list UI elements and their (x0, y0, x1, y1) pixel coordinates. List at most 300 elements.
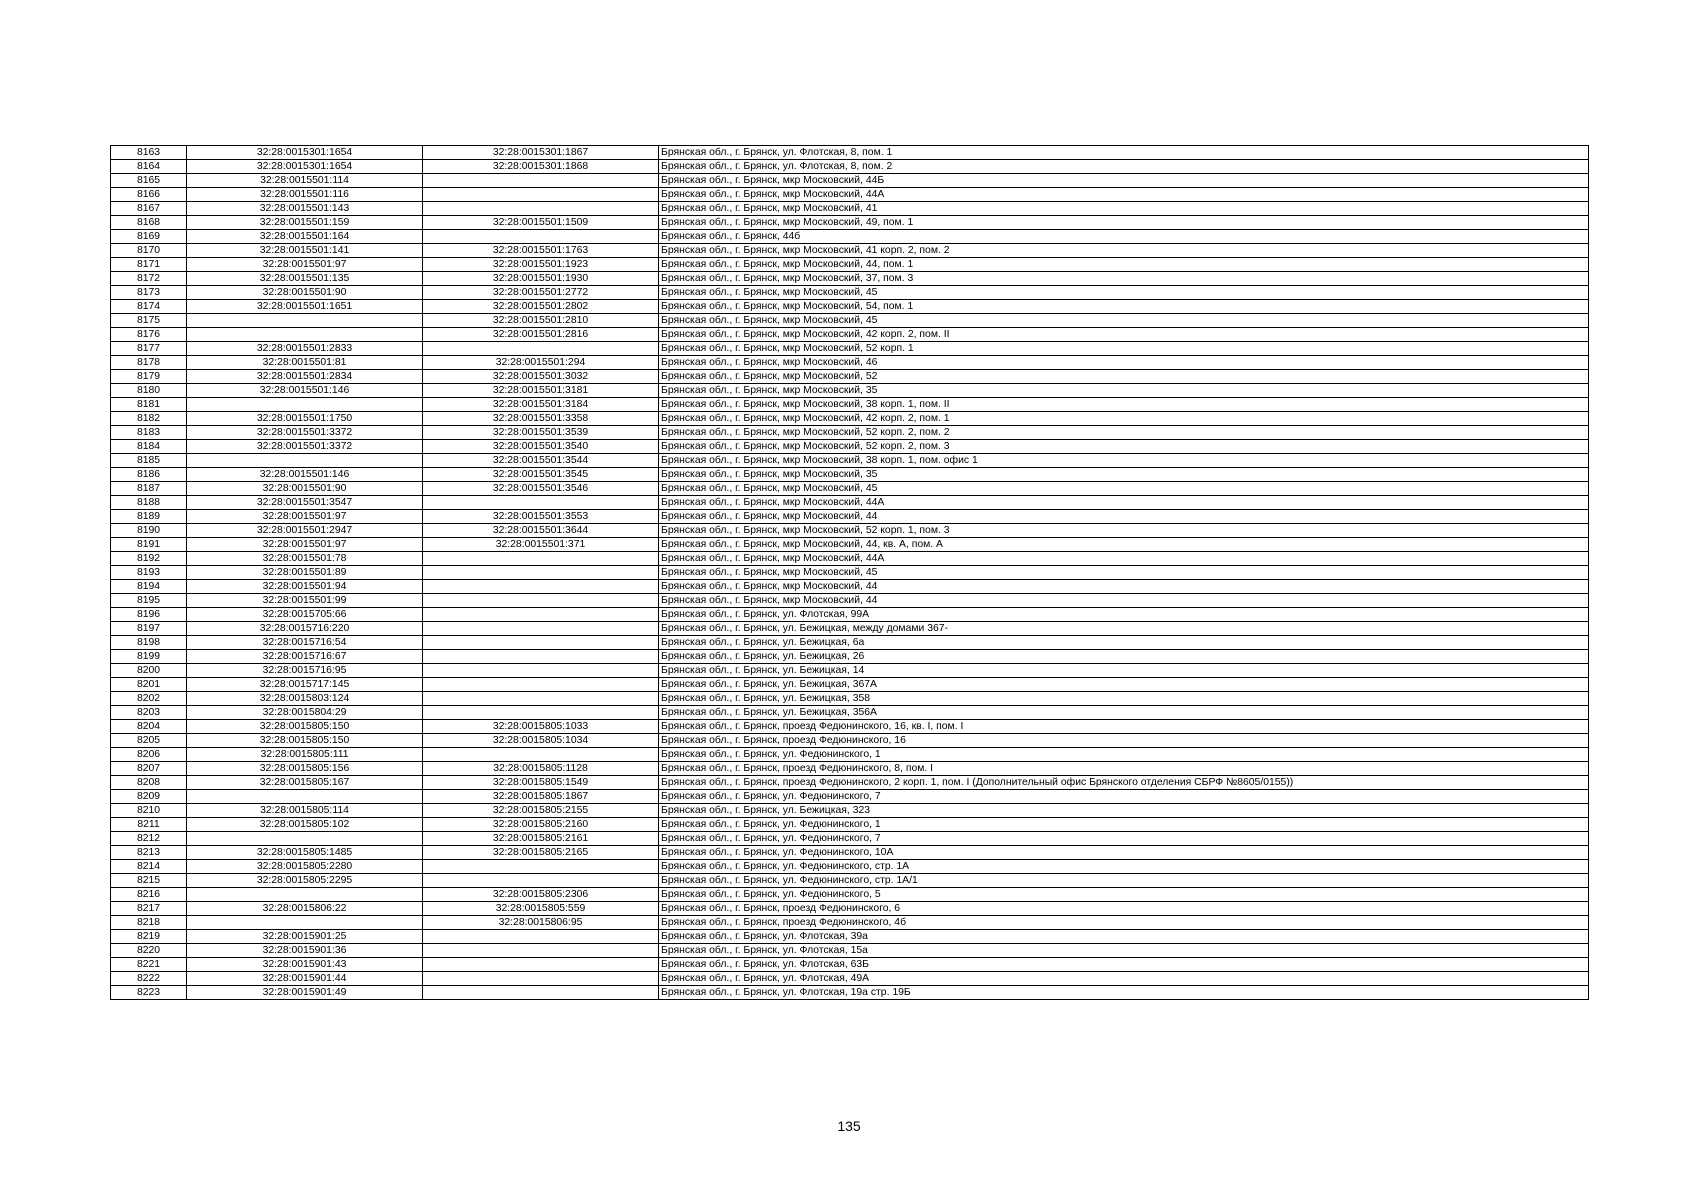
row-number-cell: 8173 (111, 286, 187, 300)
address-cell: Брянская обл., г. Брянск, ул. Федюнинского, 1 (659, 748, 1589, 762)
object-cadastral-number-cell: 32:28:0015805:2165 (423, 846, 659, 860)
row-number-cell: 8197 (111, 622, 187, 636)
object-cadastral-number-cell: 32:28:0015501:3644 (423, 524, 659, 538)
address-cell: Брянская обл., г. Брянск, мкр Московский, 52 (659, 370, 1589, 384)
object-cadastral-number-cell: 32:28:0015501:2816 (423, 328, 659, 342)
land-cadastral-number-cell: 32:28:0015501:97 (187, 538, 423, 552)
address-cell: Брянская обл., г. Брянск, мкр Московский, 45 (659, 286, 1589, 300)
row-number-cell: 8182 (111, 412, 187, 426)
address-cell: Брянская обл., г. Брянск, ул. Федюнинского, 7 (659, 790, 1589, 804)
land-cadastral-number-cell (187, 832, 423, 846)
object-cadastral-number-cell (423, 930, 659, 944)
object-cadastral-number-cell (423, 342, 659, 356)
land-cadastral-number-cell: 32:28:0015716:67 (187, 650, 423, 664)
object-cadastral-number-cell: 32:28:0015501:3181 (423, 384, 659, 398)
object-cadastral-number-cell (423, 860, 659, 874)
object-cadastral-number-cell (423, 650, 659, 664)
land-cadastral-number-cell: 32:28:0015501:1750 (187, 412, 423, 426)
object-cadastral-number-cell: 32:28:0015501:3032 (423, 370, 659, 384)
object-cadastral-number-cell (423, 748, 659, 762)
object-cadastral-number-cell: 32:28:0015501:294 (423, 356, 659, 370)
address-cell: Брянская обл., г. Брянск, ул. Бежицкая, 6а (659, 636, 1589, 650)
address-cell: Брянская обл., г. Брянск, мкр Московский, 41 корп. 2, пом. 2 (659, 244, 1589, 258)
table-row (111, 678, 1589, 692)
row-number-cell: 8202 (111, 692, 187, 706)
address-cell: Брянская обл., г. Брянск, мкр Московский, 38 корп. 1, пом. офис 1 (659, 454, 1589, 468)
land-cadastral-number-cell: 32:28:0015716:95 (187, 664, 423, 678)
address-cell: Брянская обл., г. Брянск, мкр Московский, 44 (659, 510, 1589, 524)
table-body (111, 146, 1589, 1000)
table-row (111, 272, 1589, 286)
row-number-cell: 8209 (111, 790, 187, 804)
land-cadastral-number-cell: 32:28:0015501:146 (187, 468, 423, 482)
table-row (111, 748, 1589, 762)
object-cadastral-number-cell: 32:28:0015301:1867 (423, 146, 659, 160)
row-number-cell: 8187 (111, 482, 187, 496)
land-cadastral-number-cell: 32:28:0015501:3372 (187, 440, 423, 454)
address-cell: Брянская обл., г. Брянск, ул. Федюнинского, стр. 1А (659, 860, 1589, 874)
row-number-cell: 8223 (111, 986, 187, 1000)
address-cell: Брянская обл., г. Брянск, мкр Московский, 52 корп. 2, пом. 3 (659, 440, 1589, 454)
object-cadastral-number-cell: 32:28:0015805:1034 (423, 734, 659, 748)
object-cadastral-number-cell (423, 230, 659, 244)
object-cadastral-number-cell (423, 188, 659, 202)
address-cell: Брянская обл., г. Брянск, мкр Московский, 37, пом. 3 (659, 272, 1589, 286)
land-cadastral-number-cell: 32:28:0015501:143 (187, 202, 423, 216)
land-cadastral-number-cell: 32:28:0015501:2834 (187, 370, 423, 384)
land-cadastral-number-cell: 32:28:0015805:2295 (187, 874, 423, 888)
table-row (111, 594, 1589, 608)
land-cadastral-number-cell: 32:28:0015805:156 (187, 762, 423, 776)
address-cell: Брянская обл., г. Брянск, ул. Бежицкая, 367А (659, 678, 1589, 692)
land-cadastral-number-cell: 32:28:0015901:25 (187, 930, 423, 944)
object-cadastral-number-cell: 32:28:0015501:3184 (423, 398, 659, 412)
table-row (111, 566, 1589, 580)
object-cadastral-number-cell (423, 202, 659, 216)
object-cadastral-number-cell: 32:28:0015805:1549 (423, 776, 659, 790)
row-number-cell: 8175 (111, 314, 187, 328)
address-cell: Брянская обл., г. Брянск, мкр Московский, 44 (659, 594, 1589, 608)
address-cell: Брянская обл., г. Брянск, проезд Федюнинского, 6 (659, 902, 1589, 916)
table-row (111, 286, 1589, 300)
land-cadastral-number-cell (187, 328, 423, 342)
object-cadastral-number-cell (423, 594, 659, 608)
land-cadastral-number-cell (187, 314, 423, 328)
object-cadastral-number-cell (423, 496, 659, 510)
row-number-cell: 8196 (111, 608, 187, 622)
table-row (111, 832, 1589, 846)
row-number-cell: 8185 (111, 454, 187, 468)
address-cell: Брянская обл., г. Брянск, ул. Флотская, 8, пом. 1 (659, 146, 1589, 160)
row-number-cell: 8181 (111, 398, 187, 412)
table-row (111, 552, 1589, 566)
table-row (111, 706, 1589, 720)
table-row (111, 608, 1589, 622)
land-cadastral-number-cell: 32:28:0015804:29 (187, 706, 423, 720)
address-cell: Брянская обл., г. Брянск, ул. Флотская, 19а стр. 19Б (659, 986, 1589, 1000)
address-cell: Брянская обл., г. Брянск, мкр Московский, 42 корп. 2, пом. 1 (659, 412, 1589, 426)
address-cell: Брянская обл., г. Брянск, мкр Московский, 45 (659, 314, 1589, 328)
land-cadastral-number-cell: 32:28:0015805:2280 (187, 860, 423, 874)
object-cadastral-number-cell: 32:28:0015806:95 (423, 916, 659, 930)
land-cadastral-number-cell (187, 916, 423, 930)
table-row (111, 398, 1589, 412)
object-cadastral-number-cell (423, 678, 659, 692)
land-cadastral-number-cell: 32:28:0015501:159 (187, 216, 423, 230)
table-row (111, 440, 1589, 454)
row-number-cell: 8210 (111, 804, 187, 818)
object-cadastral-number-cell: 32:28:0015501:1509 (423, 216, 659, 230)
row-number-cell: 8219 (111, 930, 187, 944)
object-cadastral-number-cell: 32:28:0015501:3553 (423, 510, 659, 524)
object-cadastral-number-cell: 32:28:0015805:2161 (423, 832, 659, 846)
object-cadastral-number-cell (423, 958, 659, 972)
land-cadastral-number-cell: 32:28:0015501:2833 (187, 342, 423, 356)
land-cadastral-number-cell: 32:28:0015501:97 (187, 510, 423, 524)
object-cadastral-number-cell (423, 174, 659, 188)
row-number-cell: 8208 (111, 776, 187, 790)
table-row (111, 454, 1589, 468)
address-cell: Брянская обл., г. Брянск, ул. Флотская, 99А (659, 608, 1589, 622)
table-row (111, 356, 1589, 370)
table-row (111, 188, 1589, 202)
row-number-cell: 8217 (111, 902, 187, 916)
page-number: 135 (837, 1118, 861, 1134)
object-cadastral-number-cell: 32:28:0015501:2772 (423, 286, 659, 300)
table-row (111, 846, 1589, 860)
object-cadastral-number-cell: 32:28:0015805:2155 (423, 804, 659, 818)
land-cadastral-number-cell: 32:28:0015501:1651 (187, 300, 423, 314)
address-cell: Брянская обл., г. Брянск, проезд Федюнинского, 16, кв. I, пом. I (659, 720, 1589, 734)
table-row (111, 650, 1589, 664)
address-cell: Брянская обл., г. Брянск, ул. Федюнинского, стр. 1А/1 (659, 874, 1589, 888)
row-number-cell: 8189 (111, 510, 187, 524)
address-cell: Брянская обл., г. Брянск, мкр Московский, 44А (659, 496, 1589, 510)
table-row (111, 202, 1589, 216)
table-row (111, 328, 1589, 342)
land-cadastral-number-cell: 32:28:0015501:99 (187, 594, 423, 608)
land-cadastral-number-cell: 32:28:0015301:1654 (187, 146, 423, 160)
object-cadastral-number-cell: 32:28:0015805:2160 (423, 818, 659, 832)
table-row (111, 874, 1589, 888)
row-number-cell: 8177 (111, 342, 187, 356)
land-cadastral-number-cell: 32:28:0015501:94 (187, 580, 423, 594)
table-row (111, 580, 1589, 594)
address-cell: Брянская обл., г. Брянск, мкр Московский, 45 (659, 566, 1589, 580)
row-number-cell: 8203 (111, 706, 187, 720)
land-cadastral-number-cell: 32:28:0015805:1485 (187, 846, 423, 860)
table-row (111, 762, 1589, 776)
row-number-cell: 8163 (111, 146, 187, 160)
table-row (111, 916, 1589, 930)
table-row (111, 930, 1589, 944)
land-cadastral-number-cell (187, 398, 423, 412)
land-cadastral-number-cell: 32:28:0015803:124 (187, 692, 423, 706)
object-cadastral-number-cell (423, 874, 659, 888)
row-number-cell: 8174 (111, 300, 187, 314)
row-number-cell: 8214 (111, 860, 187, 874)
table-row (111, 244, 1589, 258)
land-cadastral-number-cell: 32:28:0015301:1654 (187, 160, 423, 174)
object-cadastral-number-cell (423, 706, 659, 720)
land-cadastral-number-cell: 32:28:0015501:78 (187, 552, 423, 566)
address-cell: Брянская обл., г. Брянск, мкр Московский, 35 (659, 384, 1589, 398)
table-row (111, 468, 1589, 482)
object-cadastral-number-cell: 32:28:0015805:1033 (423, 720, 659, 734)
object-cadastral-number-cell: 32:28:0015501:1930 (423, 272, 659, 286)
object-cadastral-number-cell (423, 986, 659, 1000)
address-cell: Брянская обл., г. Брянск, ул. Федюнинского, 10А (659, 846, 1589, 860)
table-row (111, 958, 1589, 972)
land-cadastral-number-cell: 32:28:0015805:150 (187, 734, 423, 748)
address-cell: Брянская обл., г. Брянск, ул. Федюнинского, 1 (659, 818, 1589, 832)
address-cell: Брянская обл., г. Брянск, мкр Московский, 49, пом. 1 (659, 216, 1589, 230)
object-cadastral-number-cell: 32:28:0015501:3546 (423, 482, 659, 496)
address-cell: Брянская обл., г. Брянск, ул. Федюнинского, 5 (659, 888, 1589, 902)
row-number-cell: 8188 (111, 496, 187, 510)
table-row (111, 664, 1589, 678)
land-cadastral-number-cell: 32:28:0015501:141 (187, 244, 423, 258)
address-cell: Брянская обл., г. Брянск, мкр Московский, 42 корп. 2, пом. II (659, 328, 1589, 342)
land-cadastral-number-cell: 32:28:0015901:44 (187, 972, 423, 986)
address-cell: Брянская обл., г. Брянск, ул. Бежицкая, между домами 367- (659, 622, 1589, 636)
table-row (111, 776, 1589, 790)
row-number-cell: 8204 (111, 720, 187, 734)
table-row (111, 986, 1589, 1000)
object-cadastral-number-cell: 32:28:0015805:2306 (423, 888, 659, 902)
table-row (111, 804, 1589, 818)
table-row (111, 510, 1589, 524)
object-cadastral-number-cell: 32:28:0015501:2802 (423, 300, 659, 314)
table-row (111, 342, 1589, 356)
object-cadastral-number-cell (423, 580, 659, 594)
land-cadastral-number-cell: 32:28:0015501:90 (187, 482, 423, 496)
row-number-cell: 8199 (111, 650, 187, 664)
table-row (111, 160, 1589, 174)
land-cadastral-number-cell: 32:28:0015717:145 (187, 678, 423, 692)
row-number-cell: 8221 (111, 958, 187, 972)
table-row (111, 538, 1589, 552)
address-cell: Брянская обл., г. Брянск, мкр Московский, 44Б (659, 174, 1589, 188)
address-cell: Брянская обл., г. Брянск, мкр Московский, 44А (659, 552, 1589, 566)
address-cell: Брянская обл., г. Брянск, проезд Федюнинского, 16 (659, 734, 1589, 748)
land-cadastral-number-cell: 32:28:0015901:49 (187, 986, 423, 1000)
address-cell: Брянская обл., г. Брянск, мкр Московский, 54, пом. 1 (659, 300, 1589, 314)
table-row (111, 174, 1589, 188)
row-number-cell: 8176 (111, 328, 187, 342)
land-cadastral-number-cell: 32:28:0015901:43 (187, 958, 423, 972)
address-cell: Брянская обл., г. Брянск, мкр Московский, 52 корп. 1, пом. 3 (659, 524, 1589, 538)
address-cell: Брянская обл., г. Брянск, мкр Московский, 38 корп. 1, пом. II (659, 398, 1589, 412)
row-number-cell: 8167 (111, 202, 187, 216)
row-number-cell: 8168 (111, 216, 187, 230)
row-number-cell: 8198 (111, 636, 187, 650)
row-number-cell: 8184 (111, 440, 187, 454)
row-number-cell: 8206 (111, 748, 187, 762)
table-row (111, 426, 1589, 440)
table-row (111, 902, 1589, 916)
land-cadastral-number-cell: 32:28:0015805:167 (187, 776, 423, 790)
address-cell: Брянская обл., г. Брянск, ул. Флотская, 39а (659, 930, 1589, 944)
land-cadastral-number-cell: 32:28:0015501:114 (187, 174, 423, 188)
address-cell: Брянская обл., г. Брянск, 44б (659, 230, 1589, 244)
row-number-cell: 8180 (111, 384, 187, 398)
land-cadastral-number-cell: 32:28:0015805:114 (187, 804, 423, 818)
table-row (111, 496, 1589, 510)
table-row (111, 482, 1589, 496)
table-row (111, 622, 1589, 636)
address-cell: Брянская обл., г. Брянск, ул. Бежицкая, 356А (659, 706, 1589, 720)
object-cadastral-number-cell: 32:28:0015501:3545 (423, 468, 659, 482)
land-cadastral-number-cell: 32:28:0015501:116 (187, 188, 423, 202)
address-cell: Брянская обл., г. Брянск, ул. Федюнинского, 7 (659, 832, 1589, 846)
table-row (111, 314, 1589, 328)
row-number-cell: 8190 (111, 524, 187, 538)
address-cell: Брянская обл., г. Брянск, мкр Московский, 52 корп. 2, пом. 2 (659, 426, 1589, 440)
object-cadastral-number-cell: 32:28:0015501:1763 (423, 244, 659, 258)
object-cadastral-number-cell (423, 972, 659, 986)
address-cell: Брянская обл., г. Брянск, мкр Московский, 44 (659, 580, 1589, 594)
row-number-cell: 8169 (111, 230, 187, 244)
land-cadastral-number-cell: 32:28:0015805:102 (187, 818, 423, 832)
object-cadastral-number-cell (423, 566, 659, 580)
address-cell: Брянская обл., г. Брянск, ул. Бежицкая, 26 (659, 650, 1589, 664)
address-cell: Брянская обл., г. Брянск, мкр Московский, 44, кв. А, пом. А (659, 538, 1589, 552)
object-cadastral-number-cell: 32:28:0015501:3544 (423, 454, 659, 468)
address-cell: Брянская обл., г. Брянск, мкр Московский, 44А (659, 188, 1589, 202)
table-row (111, 720, 1589, 734)
land-cadastral-number-cell: 32:28:0015501:146 (187, 384, 423, 398)
row-number-cell: 8207 (111, 762, 187, 776)
row-number-cell: 8195 (111, 594, 187, 608)
table-row (111, 258, 1589, 272)
address-cell: Брянская обл., г. Брянск, ул. Бежицкая, 358 (659, 692, 1589, 706)
land-cadastral-number-cell: 32:28:0015705:66 (187, 608, 423, 622)
row-number-cell: 8179 (111, 370, 187, 384)
row-number-cell: 8170 (111, 244, 187, 258)
land-cadastral-number-cell: 32:28:0015901:36 (187, 944, 423, 958)
object-cadastral-number-cell: 32:28:0015501:1923 (423, 258, 659, 272)
table-row (111, 230, 1589, 244)
row-number-cell: 8218 (111, 916, 187, 930)
row-number-cell: 8215 (111, 874, 187, 888)
row-number-cell: 8171 (111, 258, 187, 272)
table-row (111, 384, 1589, 398)
object-cadastral-number-cell: 32:28:0015301:1868 (423, 160, 659, 174)
land-cadastral-number-cell: 32:28:0015501:81 (187, 356, 423, 370)
address-cell: Брянская обл., г. Брянск, ул. Флотская, 63Б (659, 958, 1589, 972)
object-cadastral-number-cell (423, 552, 659, 566)
row-number-cell: 8172 (111, 272, 187, 286)
object-cadastral-number-cell (423, 692, 659, 706)
row-number-cell: 8193 (111, 566, 187, 580)
row-number-cell: 8220 (111, 944, 187, 958)
land-cadastral-number-cell: 32:28:0015501:3372 (187, 426, 423, 440)
row-number-cell: 8201 (111, 678, 187, 692)
object-cadastral-number-cell: 32:28:0015501:3539 (423, 426, 659, 440)
land-cadastral-number-cell: 32:28:0015806:22 (187, 902, 423, 916)
table-row (111, 860, 1589, 874)
table-row (111, 888, 1589, 902)
land-cadastral-number-cell: 32:28:0015716:220 (187, 622, 423, 636)
address-cell: Брянская обл., г. Брянск, мкр Московский, 41 (659, 202, 1589, 216)
address-cell: Брянская обл., г. Брянск, мкр Московский, 44, пом. 1 (659, 258, 1589, 272)
land-cadastral-number-cell: 32:28:0015501:90 (187, 286, 423, 300)
address-cell: Брянская обл., г. Брянск, ул. Бежицкая, 323 (659, 804, 1589, 818)
property-registry-table (110, 145, 1589, 1000)
table-row (111, 412, 1589, 426)
table-row (111, 636, 1589, 650)
row-number-cell: 8165 (111, 174, 187, 188)
address-cell: Брянская обл., г. Брянск, мкр Московский, 52 корп. 1 (659, 342, 1589, 356)
row-number-cell: 8166 (111, 188, 187, 202)
address-cell: Брянская обл., г. Брянск, проезд Федюнинского, 2 корп. 1, пом. I (Дополнительный офис Брянского отделения СБРФ №8605/0155)) (659, 776, 1589, 790)
table-row (111, 370, 1589, 384)
land-cadastral-number-cell: 32:28:0015501:97 (187, 258, 423, 272)
object-cadastral-number-cell (423, 622, 659, 636)
row-number-cell: 8164 (111, 160, 187, 174)
address-cell: Брянская обл., г. Брянск, проезд Федюнинского, 8, пом. I (659, 762, 1589, 776)
row-number-cell: 8205 (111, 734, 187, 748)
address-cell: Брянская обл., г. Брянск, ул. Флотская, 49А (659, 972, 1589, 986)
land-cadastral-number-cell: 32:28:0015501:135 (187, 272, 423, 286)
land-cadastral-number-cell: 32:28:0015501:89 (187, 566, 423, 580)
land-cadastral-number-cell: 32:28:0015805:111 (187, 748, 423, 762)
table-row (111, 146, 1589, 160)
row-number-cell: 8186 (111, 468, 187, 482)
object-cadastral-number-cell: 32:28:0015501:2810 (423, 314, 659, 328)
address-cell: Брянская обл., г. Брянск, ул. Бежицкая, 14 (659, 664, 1589, 678)
table-row (111, 216, 1589, 230)
land-cadastral-number-cell: 32:28:0015716:54 (187, 636, 423, 650)
row-number-cell: 8183 (111, 426, 187, 440)
object-cadastral-number-cell (423, 608, 659, 622)
land-cadastral-number-cell: 32:28:0015501:3547 (187, 496, 423, 510)
address-cell: Брянская обл., г. Брянск, мкр Московский, 35 (659, 468, 1589, 482)
row-number-cell: 8192 (111, 552, 187, 566)
object-cadastral-number-cell: 32:28:0015501:3540 (423, 440, 659, 454)
row-number-cell: 8222 (111, 972, 187, 986)
object-cadastral-number-cell: 32:28:0015805:1867 (423, 790, 659, 804)
row-number-cell: 8211 (111, 818, 187, 832)
land-cadastral-number-cell: 32:28:0015501:164 (187, 230, 423, 244)
address-cell: Брянская обл., г. Брянск, мкр Московский, 45 (659, 482, 1589, 496)
object-cadastral-number-cell: 32:28:0015805:559 (423, 902, 659, 916)
table-row (111, 524, 1589, 538)
land-cadastral-number-cell: 32:28:0015501:2947 (187, 524, 423, 538)
object-cadastral-number-cell: 32:28:0015501:3358 (423, 412, 659, 426)
address-cell: Брянская обл., г. Брянск, проезд Федюнинского, 4б (659, 916, 1589, 930)
land-cadastral-number-cell (187, 454, 423, 468)
table-row (111, 692, 1589, 706)
address-cell: Брянская обл., г. Брянск, ул. Флотская, 15а (659, 944, 1589, 958)
land-cadastral-number-cell: 32:28:0015805:150 (187, 720, 423, 734)
land-cadastral-number-cell (187, 888, 423, 902)
row-number-cell: 8178 (111, 356, 187, 370)
address-cell: Брянская обл., г. Брянск, мкр Московский, 46 (659, 356, 1589, 370)
table-row (111, 818, 1589, 832)
row-number-cell: 8200 (111, 664, 187, 678)
row-number-cell: 8216 (111, 888, 187, 902)
object-cadastral-number-cell: 32:28:0015805:1128 (423, 762, 659, 776)
table-row (111, 300, 1589, 314)
object-cadastral-number-cell: 32:28:0015501:371 (423, 538, 659, 552)
object-cadastral-number-cell (423, 944, 659, 958)
table-row (111, 734, 1589, 748)
object-cadastral-number-cell (423, 664, 659, 678)
row-number-cell: 8212 (111, 832, 187, 846)
row-number-cell: 8213 (111, 846, 187, 860)
